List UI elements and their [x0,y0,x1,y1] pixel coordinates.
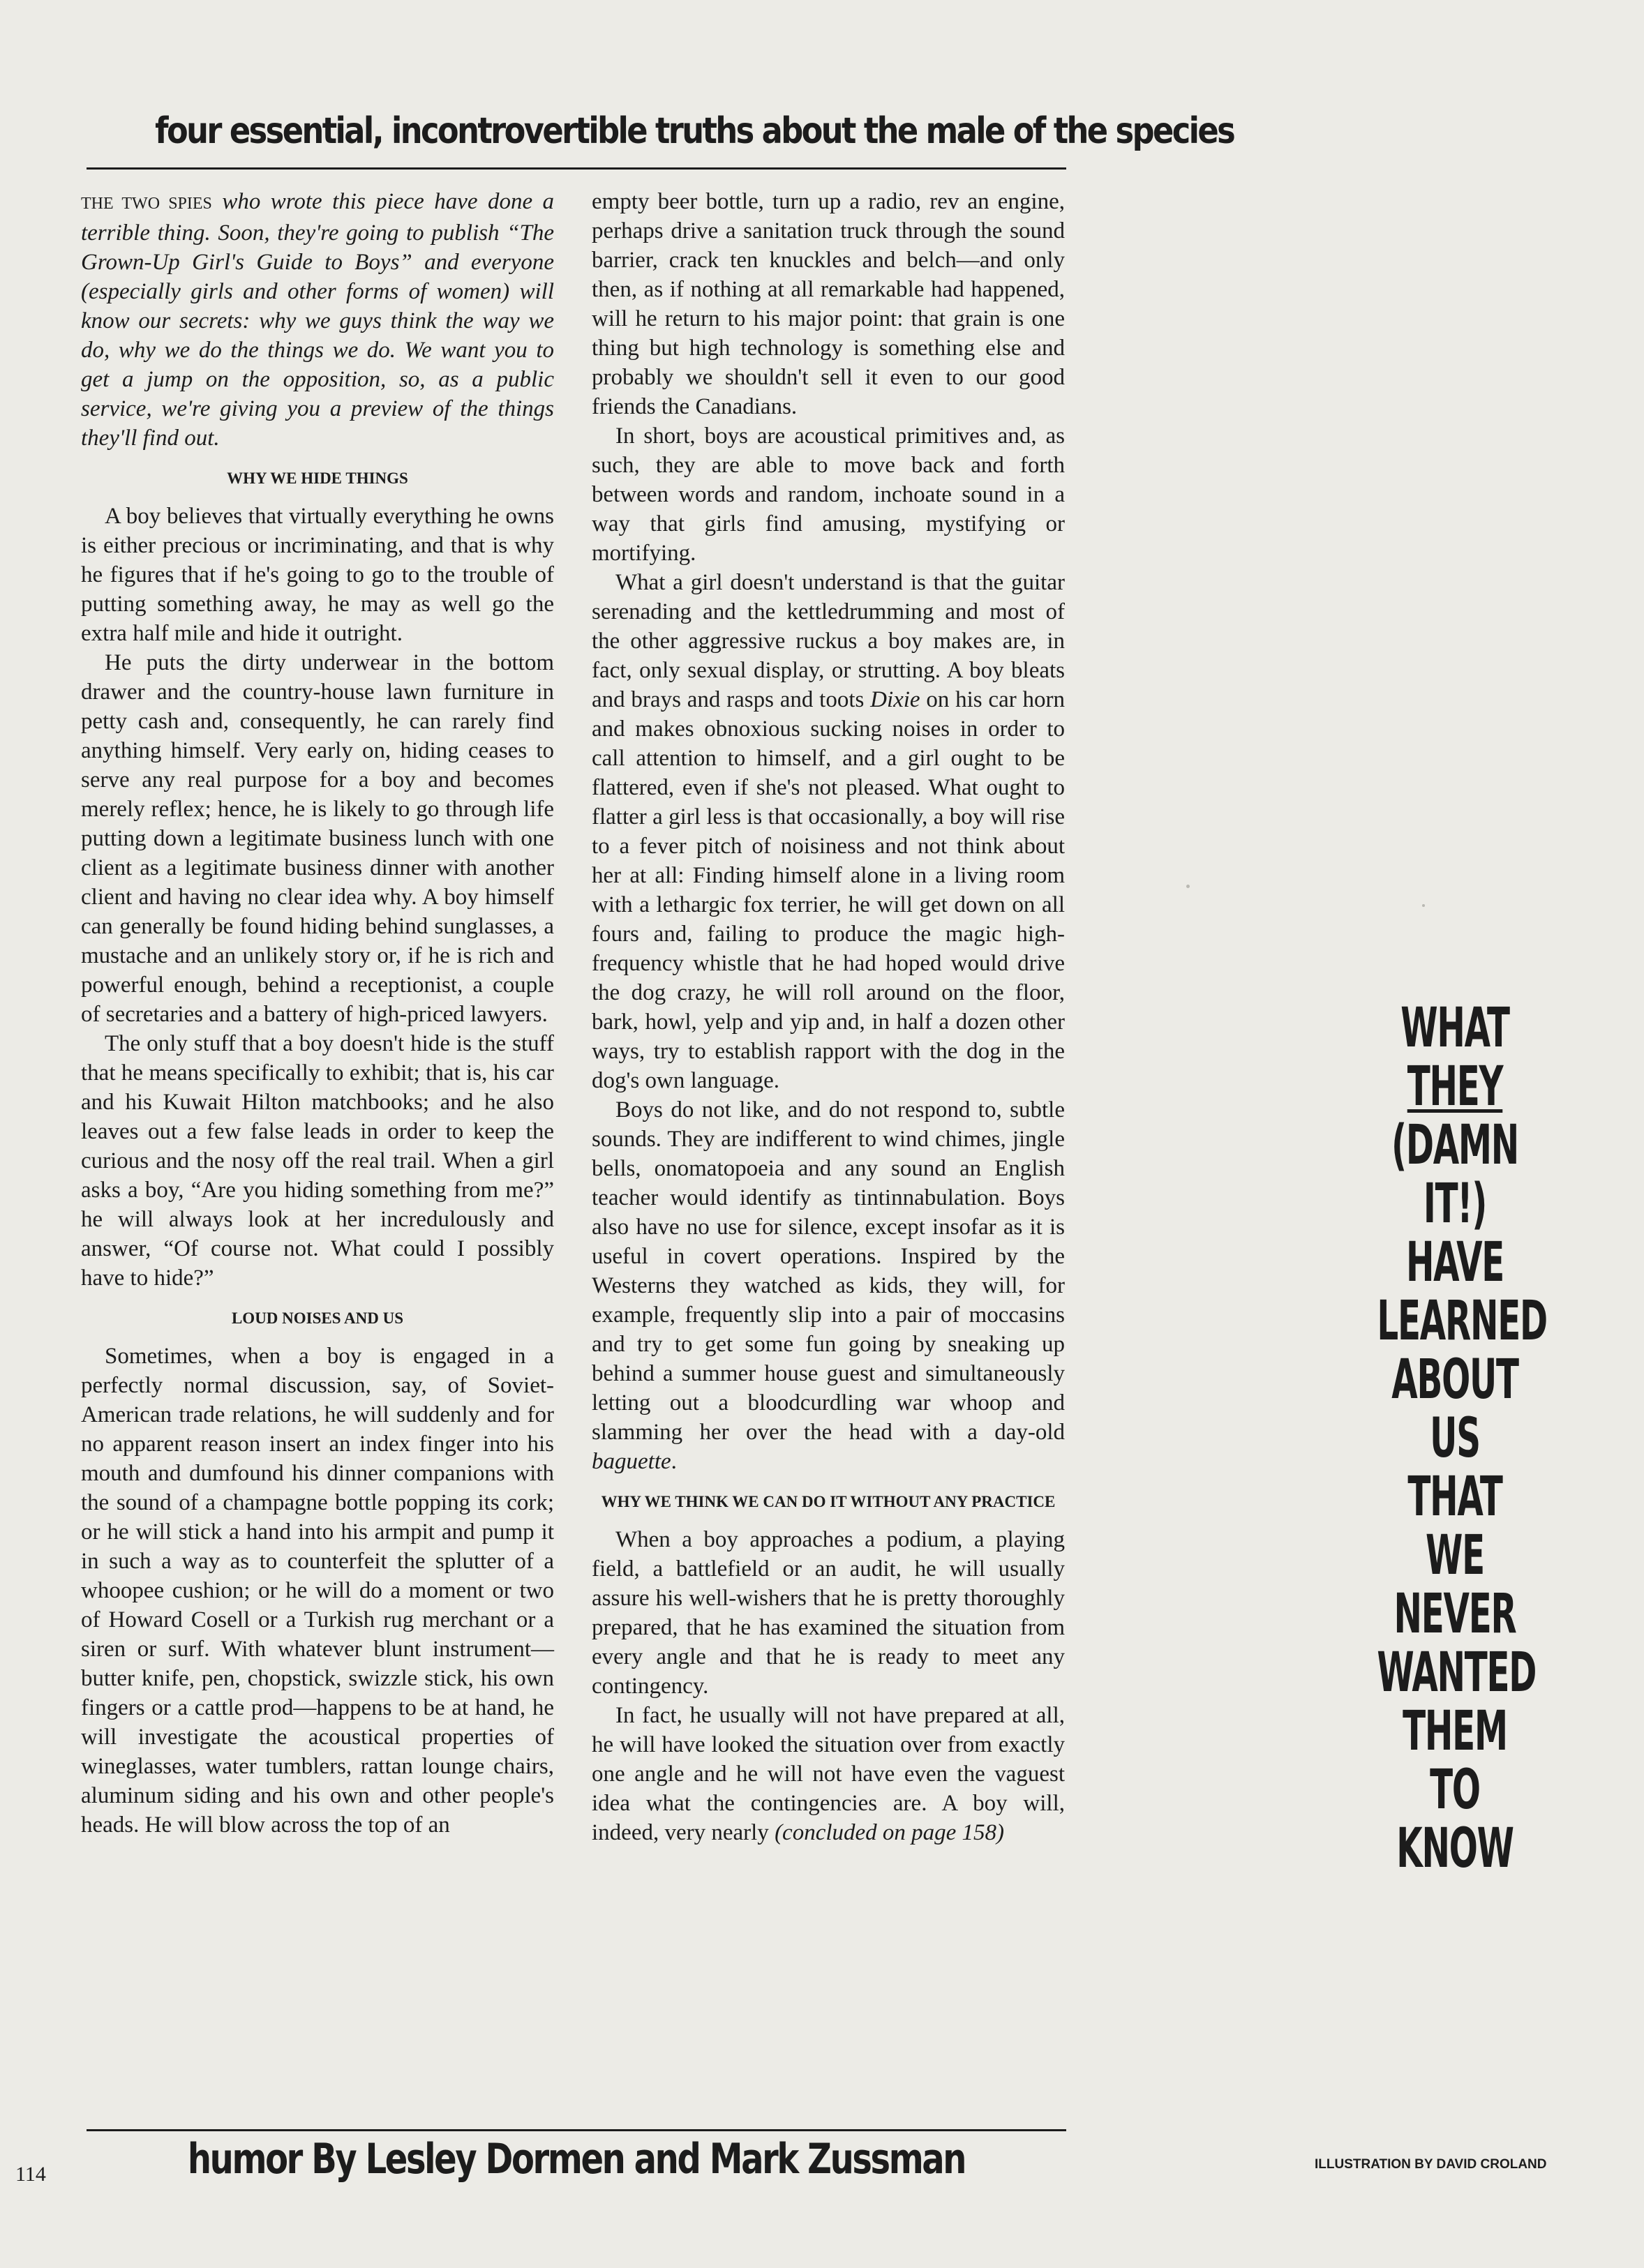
headline-line: NEVER [1393,1583,1516,1646]
paragraph [592,1095,1065,1476]
headline-line: LEARNED [1377,1290,1547,1353]
headline-line: KNOW [1396,1817,1514,1880]
paragraph: The only stuff that a boy doesn't hide is the stuff that he means specifically to exhibit; that is, his car and his Kuwait Hilton matchbooks; and he also leaves out a few false leads in order to keep the curious and the nosy off the real trail. When a girl asks a boy, “Are you hiding something from me?” he will always look at her incredulously and answer, “Of course not. What could I possibly have to hide?” [81,1031,554,1291]
headline-line: HAVE [1405,1231,1504,1294]
headline-line: THAT [1407,1466,1502,1529]
lead-small-caps: THE TWO SPIES [81,195,212,213]
continued-note: (concluded on page 158) [775,1820,1005,1845]
headline-line: ABOUT [1391,1349,1518,1411]
paragraph-text: Boys do not like, and do not respond to, subtle sounds. They are indifferent to wind chimes, jingle bells, onomatopoeia and any sound an English teacher would identify as tintinnabulation. Boys also have no use for silence, except insofar as it is useful in covert operations. Inspired by the Westerns they watched as kids, they will, for example, frequently slip into a pair of moccasins and try to get some fun going by sneaking up behind a summer house guest and simultaneously letting out a bloodcurdling war whoop and slamming her over the head with a day-old [592,1097,1065,1445]
article-kicker: four essential, incontrovertible truths about the male of the species [155,110,1234,152]
paper-speck [1186,885,1190,888]
headline-line: WANTED [1377,1642,1537,1704]
paragraph-text: What a girl doesn't understand is that the guitar serenading and the kettledrumming and most of the other aggressive ruckus a boy makes are, in fact, only sexual display, or strutting. A boy bleats and brays and rasps and toots [592,570,1065,712]
paragraph [592,1701,1065,1847]
headline-line: WE [1426,1524,1484,1587]
paragraph: A boy believes that virtually everything he owns is either precious or incriminating, and that is why he figures that if he's going to go to the trouble of putting something away, he may as well go the extra half mile and hide it outright. [81,504,554,646]
article-column-right [592,187,1065,1847]
lead-text: who wrote this piece have done a terrible thing. Soon, they're going to publish “The Grown-Up Girl's Guide to Boys” and everyone (especially girls and other forms of women) will know our secrets: why we guys think the way we do, why we do the things we do. We want you to get a jump on the opposition, so, as a public service, we're giving you a preview of the things they'll find out. [81,189,555,451]
headline-line: US [1430,1407,1480,1470]
article-lead [81,187,554,453]
paragraph-text: . [671,1449,677,1474]
paragraph: When a boy approaches a podium, a playing field, a battlefield or an audit, he will usually assure his well-wishers that he is pretty thoroughly prepared, that he has examined the situation from every angle and that he is ready to meet any contingency. [592,1527,1065,1699]
paragraph-text: In fact, he usually will not have prepared at all, he will have looked the situation over from exactly one angle and he will not have even the vaguest idea what the contingencies are. A boy will, indeed, very nearly [592,1703,1065,1845]
headline-line: THEM [1403,1700,1507,1763]
paragraph: He puts the dirty underwear in the bottom drawer and the country-house lawn furniture in petty cash and, consequently, he can rarely find anything himself. Very early on, hiding ceases to serve any real purpose for a boy and becomes merely reflex; hence, he is likely to go through life putting down a legitimate business lunch with one client as a legitimate business dinner with another client and having no clear idea why. A boy himself can generally be found hiding behind sunglasses, a mustache and an unlikely story or, if he is rich and powerful enough, behind a receptionist, a couple of secretaries and a battery of high-priced lawyers. [81,650,554,1027]
headline-line: (DAMN IT!) [1391,1114,1519,1236]
page-number: 114 [15,2163,46,2186]
italic-word: Dixie [870,687,920,712]
paragraph [592,568,1065,1095]
headline-line-underlined: THEY [1407,1056,1503,1118]
subhead-hide-things: WHY WE HIDE THINGS [227,470,408,487]
paragraph: Sometimes, when a boy is engaged in a perfectly normal discussion, say, of Soviet-American trade relations, he will suddenly and for no apparent reason insert an index finger into his mouth and dumfound his dinner companions with the sound of a champagne bottle popping its cork; or he will stick a hand into his armpit and pump it in such a way as to counterfeit the splutter of a whoopee cushion; or he will do a moment or two of Howard Cosell or a Turkish rug merchant or a siren or surf. With whatever blunt instrument—butter knife, pen, chopstick, swizzle stick, his own fingers or a cattle prod—happens to be at hand, he will investigate the acoustical properties of wineglasses, water tumblers, rattan lounge chairs, aluminum siding and his own and other people's heads. He will blow across the top of an [81,1344,554,1838]
headline-line: TO [1430,1759,1480,1822]
byline: humor By Lesley Dormen and Mark Zussman [187,2135,966,2184]
paragraph: In short, boys are acoustical primitives and, as such, they are able to move back and forth between words and random, inchoate sound in a way that girls find amusing, mystifying or mortifying. [592,423,1065,566]
headline-line: WHAT [1400,997,1509,1060]
subhead-no-practice: WHY WE THINK WE CAN DO IT WITHOUT ANY PRACTICE [601,1493,1056,1510]
display-headline [1377,997,1547,1880]
paragraph: empty beer bottle, turn up a radio, rev an engine, perhaps drive a sanitation truck through the sound barrier, crack ten knuckles and belch—and only then, as if nothing at all remarkable had happened, will he return to his major point: that grain is one thing but high technology is something else and probably we shouldn't sell it even to our good friends the Canadians. [592,189,1065,419]
italic-word: baguette [592,1449,671,1474]
paper-speck [1422,904,1425,907]
article-column-left [81,187,554,1840]
subhead-loud-noises: LOUD NOISES AND US [231,1309,404,1327]
top-rule [87,167,1066,170]
paragraph-text: on his car horn and makes obnoxious sucking noises in order to call attention to himself, and a girl ought to be flattered, even if she's not pleased. What ought to flatter a girl less is that occasionally, a boy will rise to a fever pitch of noisiness and not think about her at all: Finding himself alone in a living room with a lethargic fox terrier, he will get down on all fours and, failing to produce the magic high-frequency whistle that he had hoped would drive the dog crazy, he will roll around on the floor, bark, howl, yelp and yip and, in half a dozen other ways, try to establish rapport with the dog in the dog's own language. [592,687,1065,1093]
illustration-credit: ILLUSTRATION BY DAVID CROLAND [1315,2157,1547,2172]
bottom-rule [87,2129,1066,2131]
